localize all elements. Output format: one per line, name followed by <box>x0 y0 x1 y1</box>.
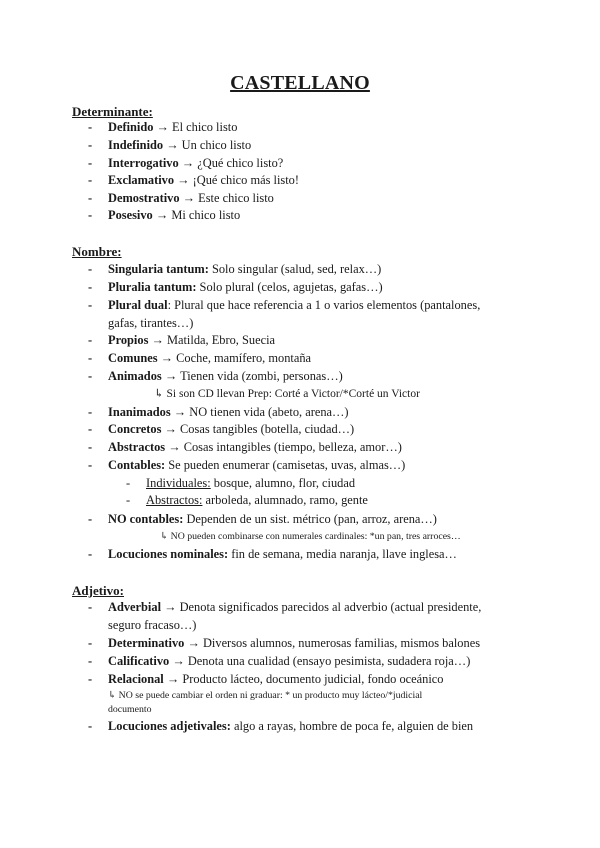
note-relacional: ↳ NO se puede cambiar el orden ni graduar: * un producto muy lácteo/*judicial documento <box>108 690 423 715</box>
list-item: - Definido → El chico listo <box>88 120 238 134</box>
list-item: - Plural dual: Plural que hace referencia a 1 o varios elementos (pantalones, gafas, tirantes…) <box>88 298 481 330</box>
sub-list-item: - Individuales: bosque, alumno, flor, ciudad <box>126 476 356 490</box>
list-item: - Determinativo → Diversos alumnos, numerosas familias, mismos balones <box>88 636 481 650</box>
list-item: - Locuciones adjetivales: algo a rayas, hombre de poca fe, alguien de bien <box>88 719 474 733</box>
note-animados: ↳ Si son CD llevan Prep: Corté a Victor/*Corté un Victor <box>154 388 420 400</box>
section-heading-determinante: Determinante: <box>72 104 153 119</box>
list-item: - NO contables: Dependen de un sist. métrico (pan, arroz, arena…) <box>88 512 437 526</box>
list-item: - Animados → Tienen vida (zombi, personas…) <box>88 369 343 383</box>
list-item: - Concretos → Cosas tangibles (botella, ciudad…) <box>88 422 355 436</box>
list-item: - Contables: Se pueden enumerar (camisetas, uvas, almas…) <box>88 458 406 472</box>
list-item: - Exclamativo → ¡Qué chico más listo! <box>88 173 299 187</box>
list-item: - Adverbial → Denota significados parecidos al adverbio (actual presidente, seguro fracaso…) <box>88 600 482 632</box>
list-item: - Calificativo → Denota una cualidad (ensayo pesimista, sudadera roja…) <box>88 654 471 668</box>
list-item: - Relacional → Producto lácteo, documento judicial, fondo oceánico <box>88 672 444 686</box>
list-item: - Locuciones nominales: fin de semana, media naranja, llave inglesa… <box>88 547 457 561</box>
list-item: - Indefinido → Un chico listo <box>88 138 252 152</box>
page-title: CASTELLANO <box>230 72 370 94</box>
list-item: - Demostrativo → Este chico listo <box>88 191 274 205</box>
note-no-contables: ↳ NO pueden combinarse con numerales cardinales: *un pan, tres arroces… <box>160 531 461 542</box>
list-item: - Comunes → Coche, mamífero, montaña <box>88 351 312 365</box>
list-item: - Pluralia tantum: Solo plural (celos, agujetas, gafas…) <box>88 280 383 294</box>
list-item: - Singularia tantum: Solo singular (salud, sed, relax…) <box>88 262 382 276</box>
sub-list-item: - Abstractos: arboleda, alumnado, ramo, gente <box>126 493 368 507</box>
section-heading-adjetivo: Adjetivo: <box>72 583 124 598</box>
list-item: - Propios → Matilda, Ebro, Suecia <box>88 333 276 347</box>
list-item: - Posesivo → Mi chico listo <box>88 208 241 222</box>
list-item: - Interrogativo → ¿Qué chico listo? <box>88 156 284 170</box>
section-heading-nombre: Nombre: <box>72 244 122 259</box>
list-item: - Inanimados → NO tienen vida (abeto, arena…) <box>88 405 349 419</box>
list-item: - Abstractos → Cosas intangibles (tiempo, belleza, amor…) <box>88 440 402 454</box>
